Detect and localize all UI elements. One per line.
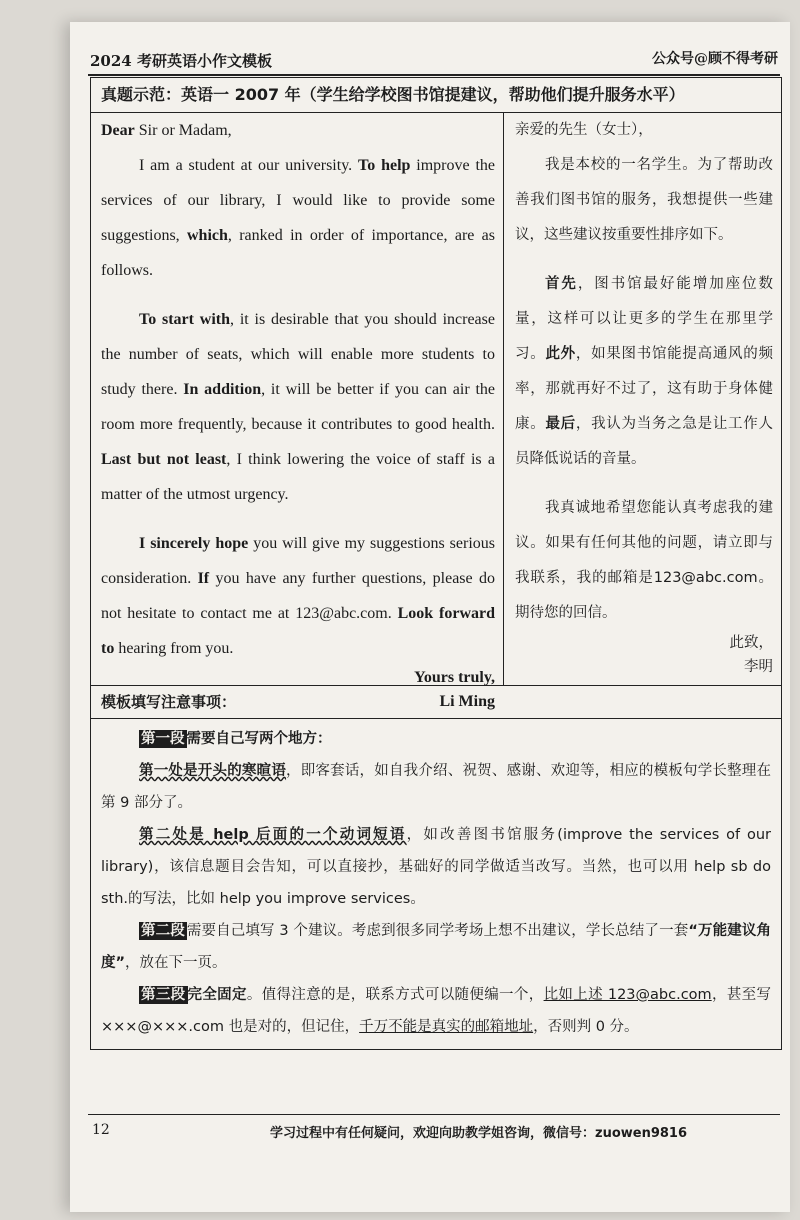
zh-paragraph-2: 首先，图书馆最好能增加座位数量，这样可以让更多的学生在那里学习。此外，如果图书馆能提高通风的频率，那就再好不过了，这有助于身体健康。最后，我认为当务之急是让工作人员降低说话的音量。	[515, 276, 774, 467]
en-paragraph-2: To start with, it is desirable that you should increase the number of seats, which will enable more students to study there. In addition, it will be better if you can air the room more frequently, because it contributes to good health. Last but not least, I think lowering the voice of staff is a matter of the utmost urgency.	[101, 311, 495, 503]
page-number: 12	[92, 1122, 110, 1138]
header-left: 2024 考研英语小作文模板	[90, 52, 272, 70]
en-closing: Yours truly,	[414, 669, 495, 686]
note-seg2: 第二段 需要自己填写 3 个建议。考虑到很多同学考场上想不出建议，学长总结了一套“万能建议角度”，放在下一页。	[101, 923, 771, 971]
zh-signature: 李明	[744, 659, 773, 675]
section-title: 真题示范：英语一 2007 年（学生给学校图书馆提建议，帮助他们提升服务水平）	[91, 78, 781, 113]
en-paragraph-1: I am a student at our university. To help improve the services of our library, I would like to provide some suggestions, which, ranked in order of importance, are as follows.	[101, 157, 496, 279]
footer-rule	[88, 1114, 780, 1115]
header-rule	[88, 74, 780, 76]
zh-paragraph-3: 我真诚地希望您能认真考虑我的建议。如果有任何其他的问题，请立即与我联系，我的邮箱是123@abc.com。期待您的回信。	[515, 500, 773, 621]
chinese-column	[505, 113, 781, 685]
note-point-1: 第一处是开头的寒暄语，即客套话，如自我介绍、祝贺、感谢、欢迎等，相应的模板句学长整理在第 9 部分了。	[101, 763, 772, 811]
en-greeting: Dear Sir or Madam,	[101, 122, 232, 139]
en-signature: Li Ming	[439, 693, 495, 710]
en-paragraph-3: I sincerely hope you will give my suggestions serious consideration. If you have any further questions, please do not hesitate to contact me at 123@abc.com. Look forward to hearing from you.	[101, 535, 495, 657]
note-seg1: 第一段 需要自己写两个地方：	[141, 731, 332, 747]
notes-heading: 模板填写注意事项：	[91, 685, 781, 719]
header-right: 公众号@顾不得考研	[652, 51, 778, 67]
page	[70, 22, 790, 1212]
notes-body	[91, 719, 781, 1049]
note-point-2: 第二处是 help 后面的一个动词短语，如改善图书馆服务(improve the services of our library)，该信息题目会告知，可以直接抄，基础好的同学做适当改写。当然，也可以用 help sb do sth.的写法，比如 help you improve services。	[101, 827, 771, 907]
note-seg3: 第三段 完全固定。值得注意的是，联系方式可以随便编一个，比如上述 123@abc.com，甚至写×××@×××.com 也是对的，但记住，千万不能是真实的邮箱地址，否则判 0 分。	[101, 987, 772, 1035]
footer-text: 学习过程中有任何疑问，欢迎向助教学姐咨询，微信号：zuowen9816	[270, 1126, 688, 1141]
zh-paragraph-1: 我是本校的一名学生。为了帮助改善我们图书馆的服务，我想提供一些建议，这些建议按重要性排序如下。	[515, 157, 773, 243]
template-box	[90, 77, 782, 1050]
zh-greeting: 亲爱的先生（女士），	[515, 122, 653, 138]
zh-closing: 此致，	[729, 635, 773, 651]
